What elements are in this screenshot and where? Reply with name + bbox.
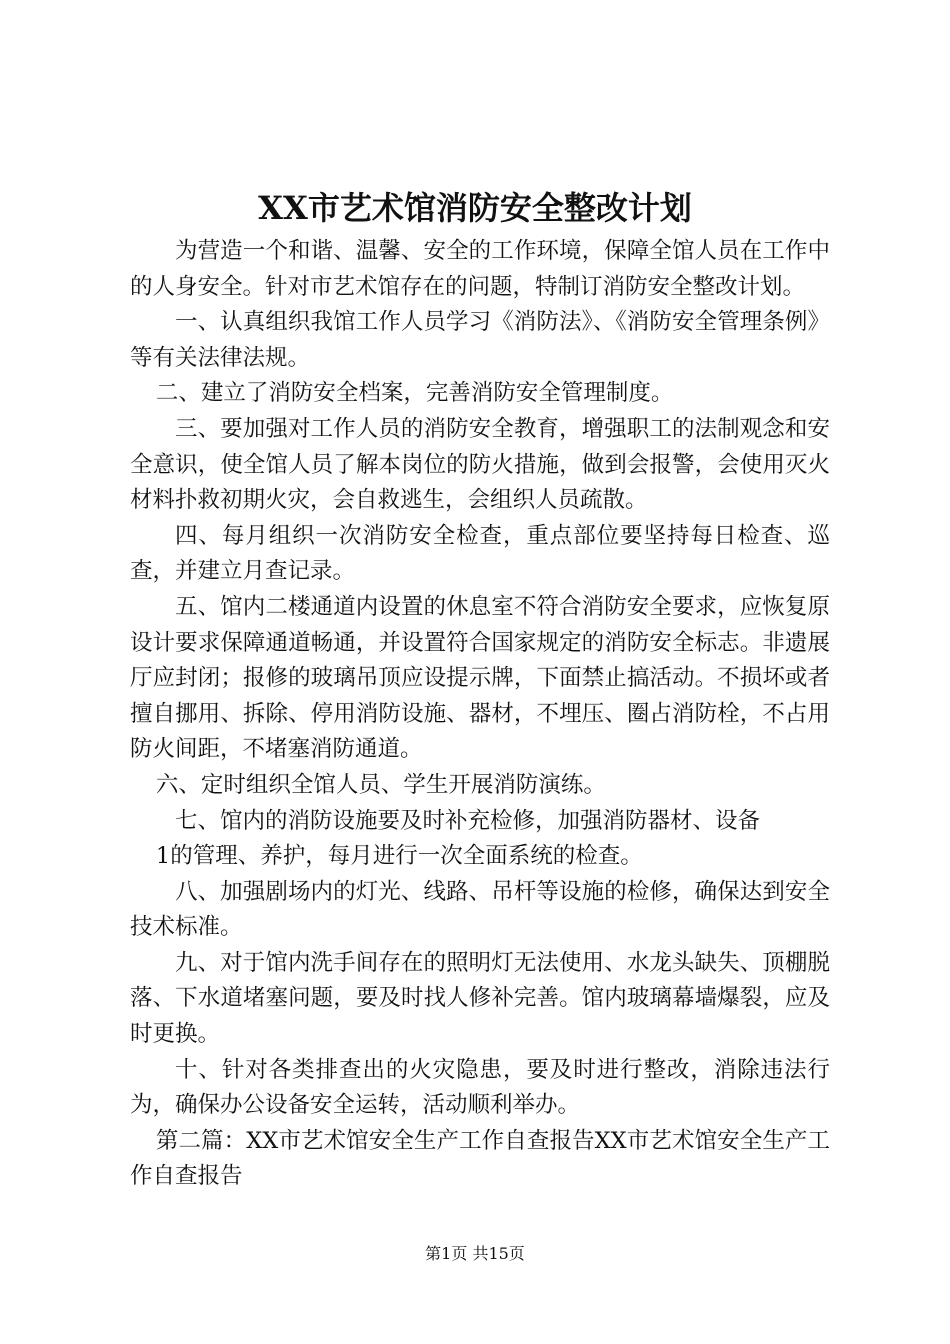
item-7-paragraph: 七、馆内的消防设施要及时补充检修，加强消防器材、设备 [175, 807, 761, 834]
item-6-paragraph: 六、定时组织全馆人员、学生开展消防演练。 [155, 771, 606, 798]
item-10-paragraph: 十、针对各类排查出的火灾隐患，要及时进行整改，消除违法行为，确保办公设备安全运转，活动顺利举办。 [130, 1056, 830, 1119]
item-7-continuation: 1的管理、养护，每月进行一次全面系统的检查。 [155, 843, 643, 870]
item-4-paragraph: 四、每月组织一次消防安全检查，重点部位要坚持每日检查、巡查，并建立月查记录。 [130, 522, 830, 585]
item-5-paragraph: 五、馆内二楼通道内设置的休息室不符合消防安全要求，应恢复原设计要求保障通道畅通，并设置符合国家规定的消防安全标志。非遗展厅应封闭；报修的玻璃吊顶应设提示牌，下面禁止搞活动。不损坏或者擅自挪用、拆除、停用消防设施、器材，不埋压、圈占消防栓，不占用防火间距，不堵塞消防通道。 [130, 593, 830, 763]
intro-paragraph: 为营造一个和谐、温馨、安全的工作环境，保障全馆人员在工作中的人身安全。针对市艺术馆存在的问题，特制订消防安全整改计划。 [130, 238, 830, 300]
item-1-paragraph: 一、认真组织我馆工作人员学习《消防法》、《消防安全管理条例》等有关法律法规。 [130, 309, 830, 371]
item-9-paragraph: 九、对于馆内洗手间存在的照明灯无法使用、水龙头缺失、顶棚脱落、下水道堵塞问题，要及时找人修补完善。馆内玻璃幕墙爆裂，应及时更换。 [130, 949, 830, 1048]
item-3-paragraph: 三、要加强对工作人员的消防安全教育，增强职工的法制观念和安全意识，使全馆人员了解本岗位的防火措施，做到会报警，会使用灭火材料扑救初期火灾，会自救逃生，会组织人员疏散。 [130, 415, 830, 514]
item-2-paragraph: 二、建立了消防安全档案，完善消防安全管理制度。 [155, 380, 674, 407]
document-title: XX市艺术馆消防安全整改计划 [258, 189, 692, 227]
item-8-paragraph: 八、加强剧场内的灯光、线路、吊杆等设施的检修，确保达到安全技术标准。 [130, 878, 830, 941]
page-footer: 第1页 共15页 [425, 1244, 525, 1263]
next-section-heading: 第二篇：XX市艺术馆安全生产工作自查报告XX市艺术馆安全生产工作自查报告 [130, 1127, 830, 1190]
document-body [130, 234, 830, 1195]
